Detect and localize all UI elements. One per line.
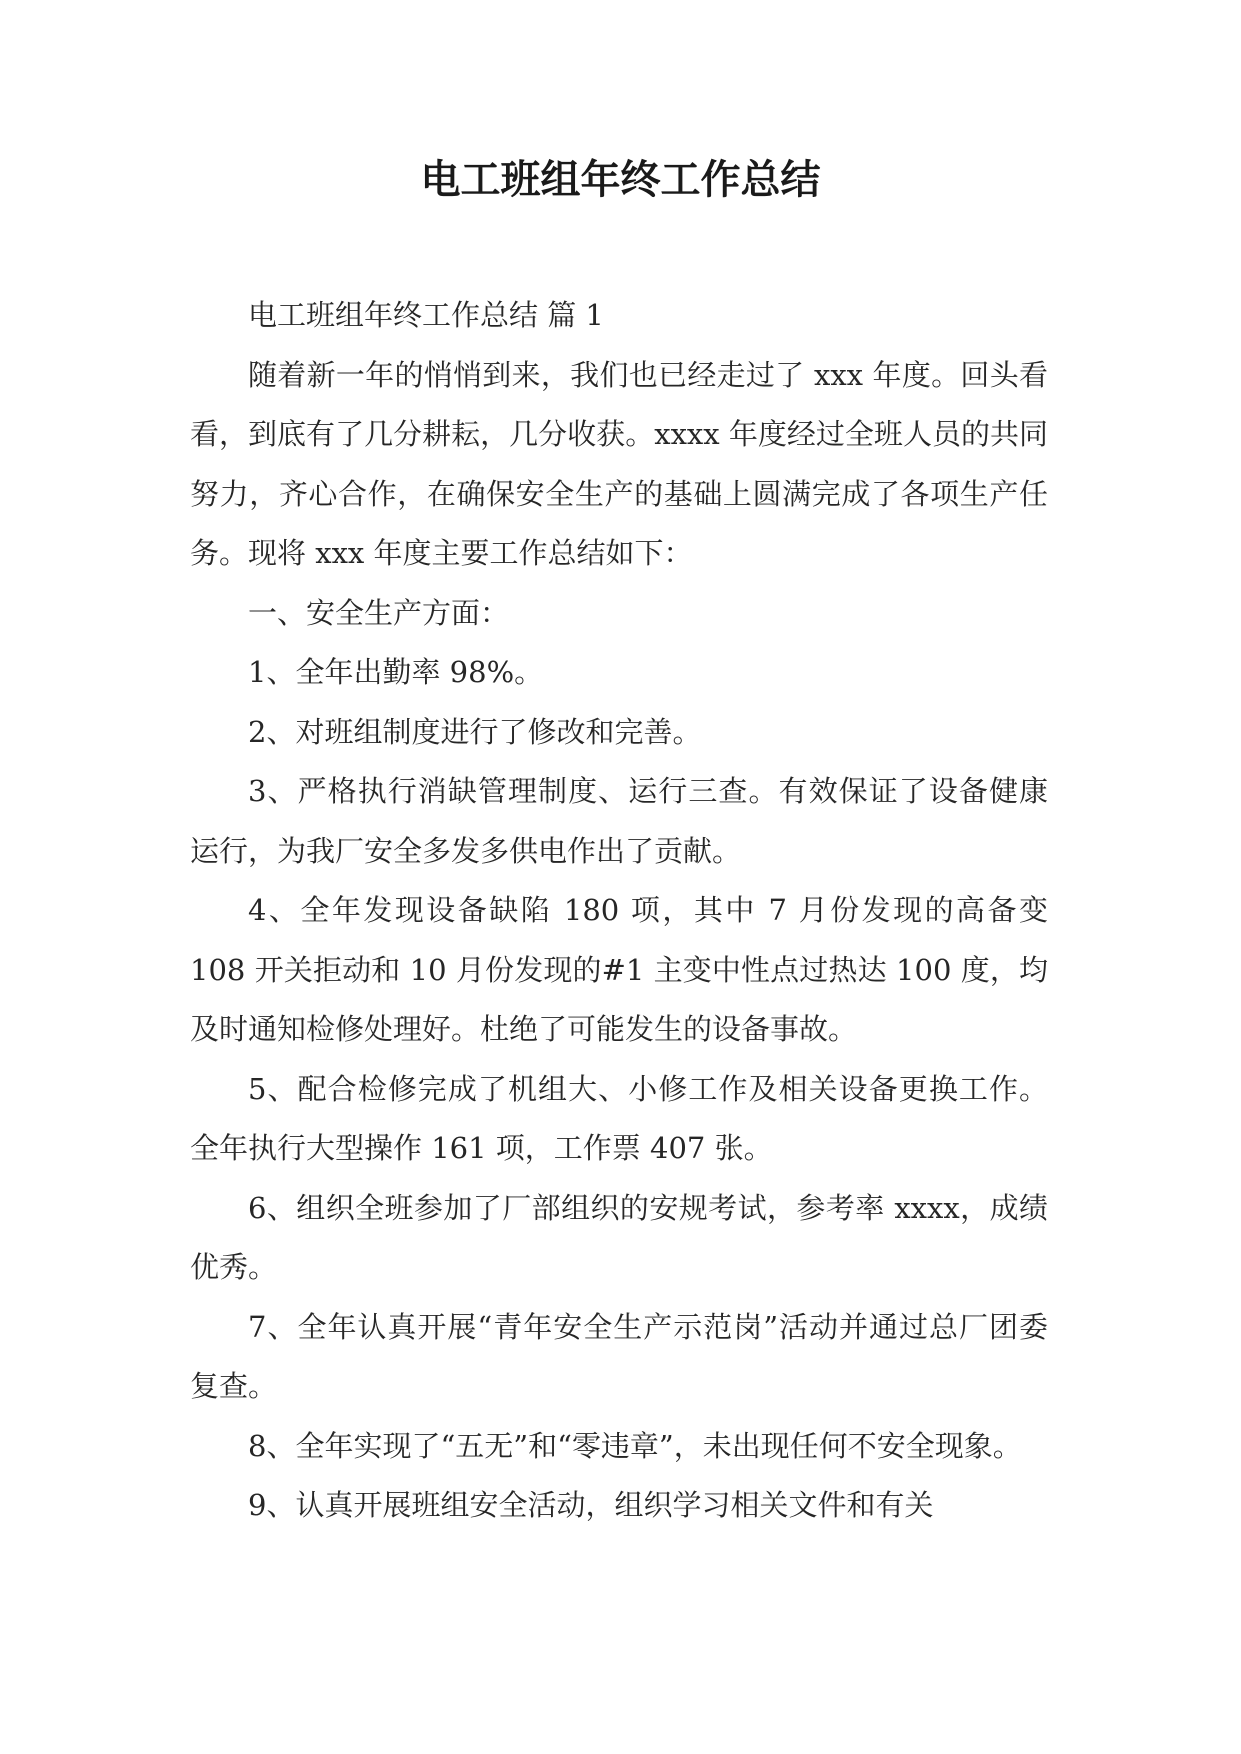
section-heading: 电工班组年终工作总结 篇 1 <box>248 298 604 332</box>
list-item-6: 6、组织全班参加了厂部组织的安规考试，参考率 xxxx，成绩优秀。 <box>190 1190 1048 1284</box>
list-item-1: 1、全年出勤率 98%。 <box>248 655 544 689</box>
list-item-5: 5、配合检修完成了机组大、小修工作及相关设备更换工作。全年执行大型操作 161 项，工作票 407 张。 <box>190 1071 1048 1165</box>
subsection-heading: 一、安全生产方面： <box>248 595 510 630</box>
intro-paragraph: 随着新一年的悄悄到来，我们也已经走过了 xxx 年度。回头看看，到底有了几分耕耘，几分收获。xxxx 年度经过全班人员的共同努力，齐心合作，在确保安全生产的基础上圆满完成了各项生产任务。现将 xxx 年度主要工作总结如下： <box>190 357 1048 570</box>
document-body <box>190 286 1048 1536</box>
list-item-3: 3、严格执行消缺管理制度、运行三查。有效保证了设备健康运行，为我厂安全多发多供电作出了贡献。 <box>190 774 1048 868</box>
document-title: 电工班组年终工作总结 <box>420 156 821 203</box>
list-item-9: 9、认真开展班组安全活动，组织学习相关文件和有关 <box>248 1488 934 1522</box>
list-item-4: 4、全年发现设备缺陷 180 项，其中 7 月份发现的高备变 108 开关拒动和 10 月份发现的#1 主变中性点过热达 100 度，均及时通知检修处理好。杜绝了可能发生的设备事故。 <box>190 893 1048 1046</box>
list-item-8: 8、全年实现了“五无”和“零违章”，未出现任何不安全现象。 <box>248 1428 1022 1463</box>
list-item-7: 7、全年认真开展“青年安全生产示范岗”活动并通过总厂团委复查。 <box>190 1309 1048 1403</box>
list-item-2: 2、对班组制度进行了修改和完善。 <box>248 714 702 749</box>
